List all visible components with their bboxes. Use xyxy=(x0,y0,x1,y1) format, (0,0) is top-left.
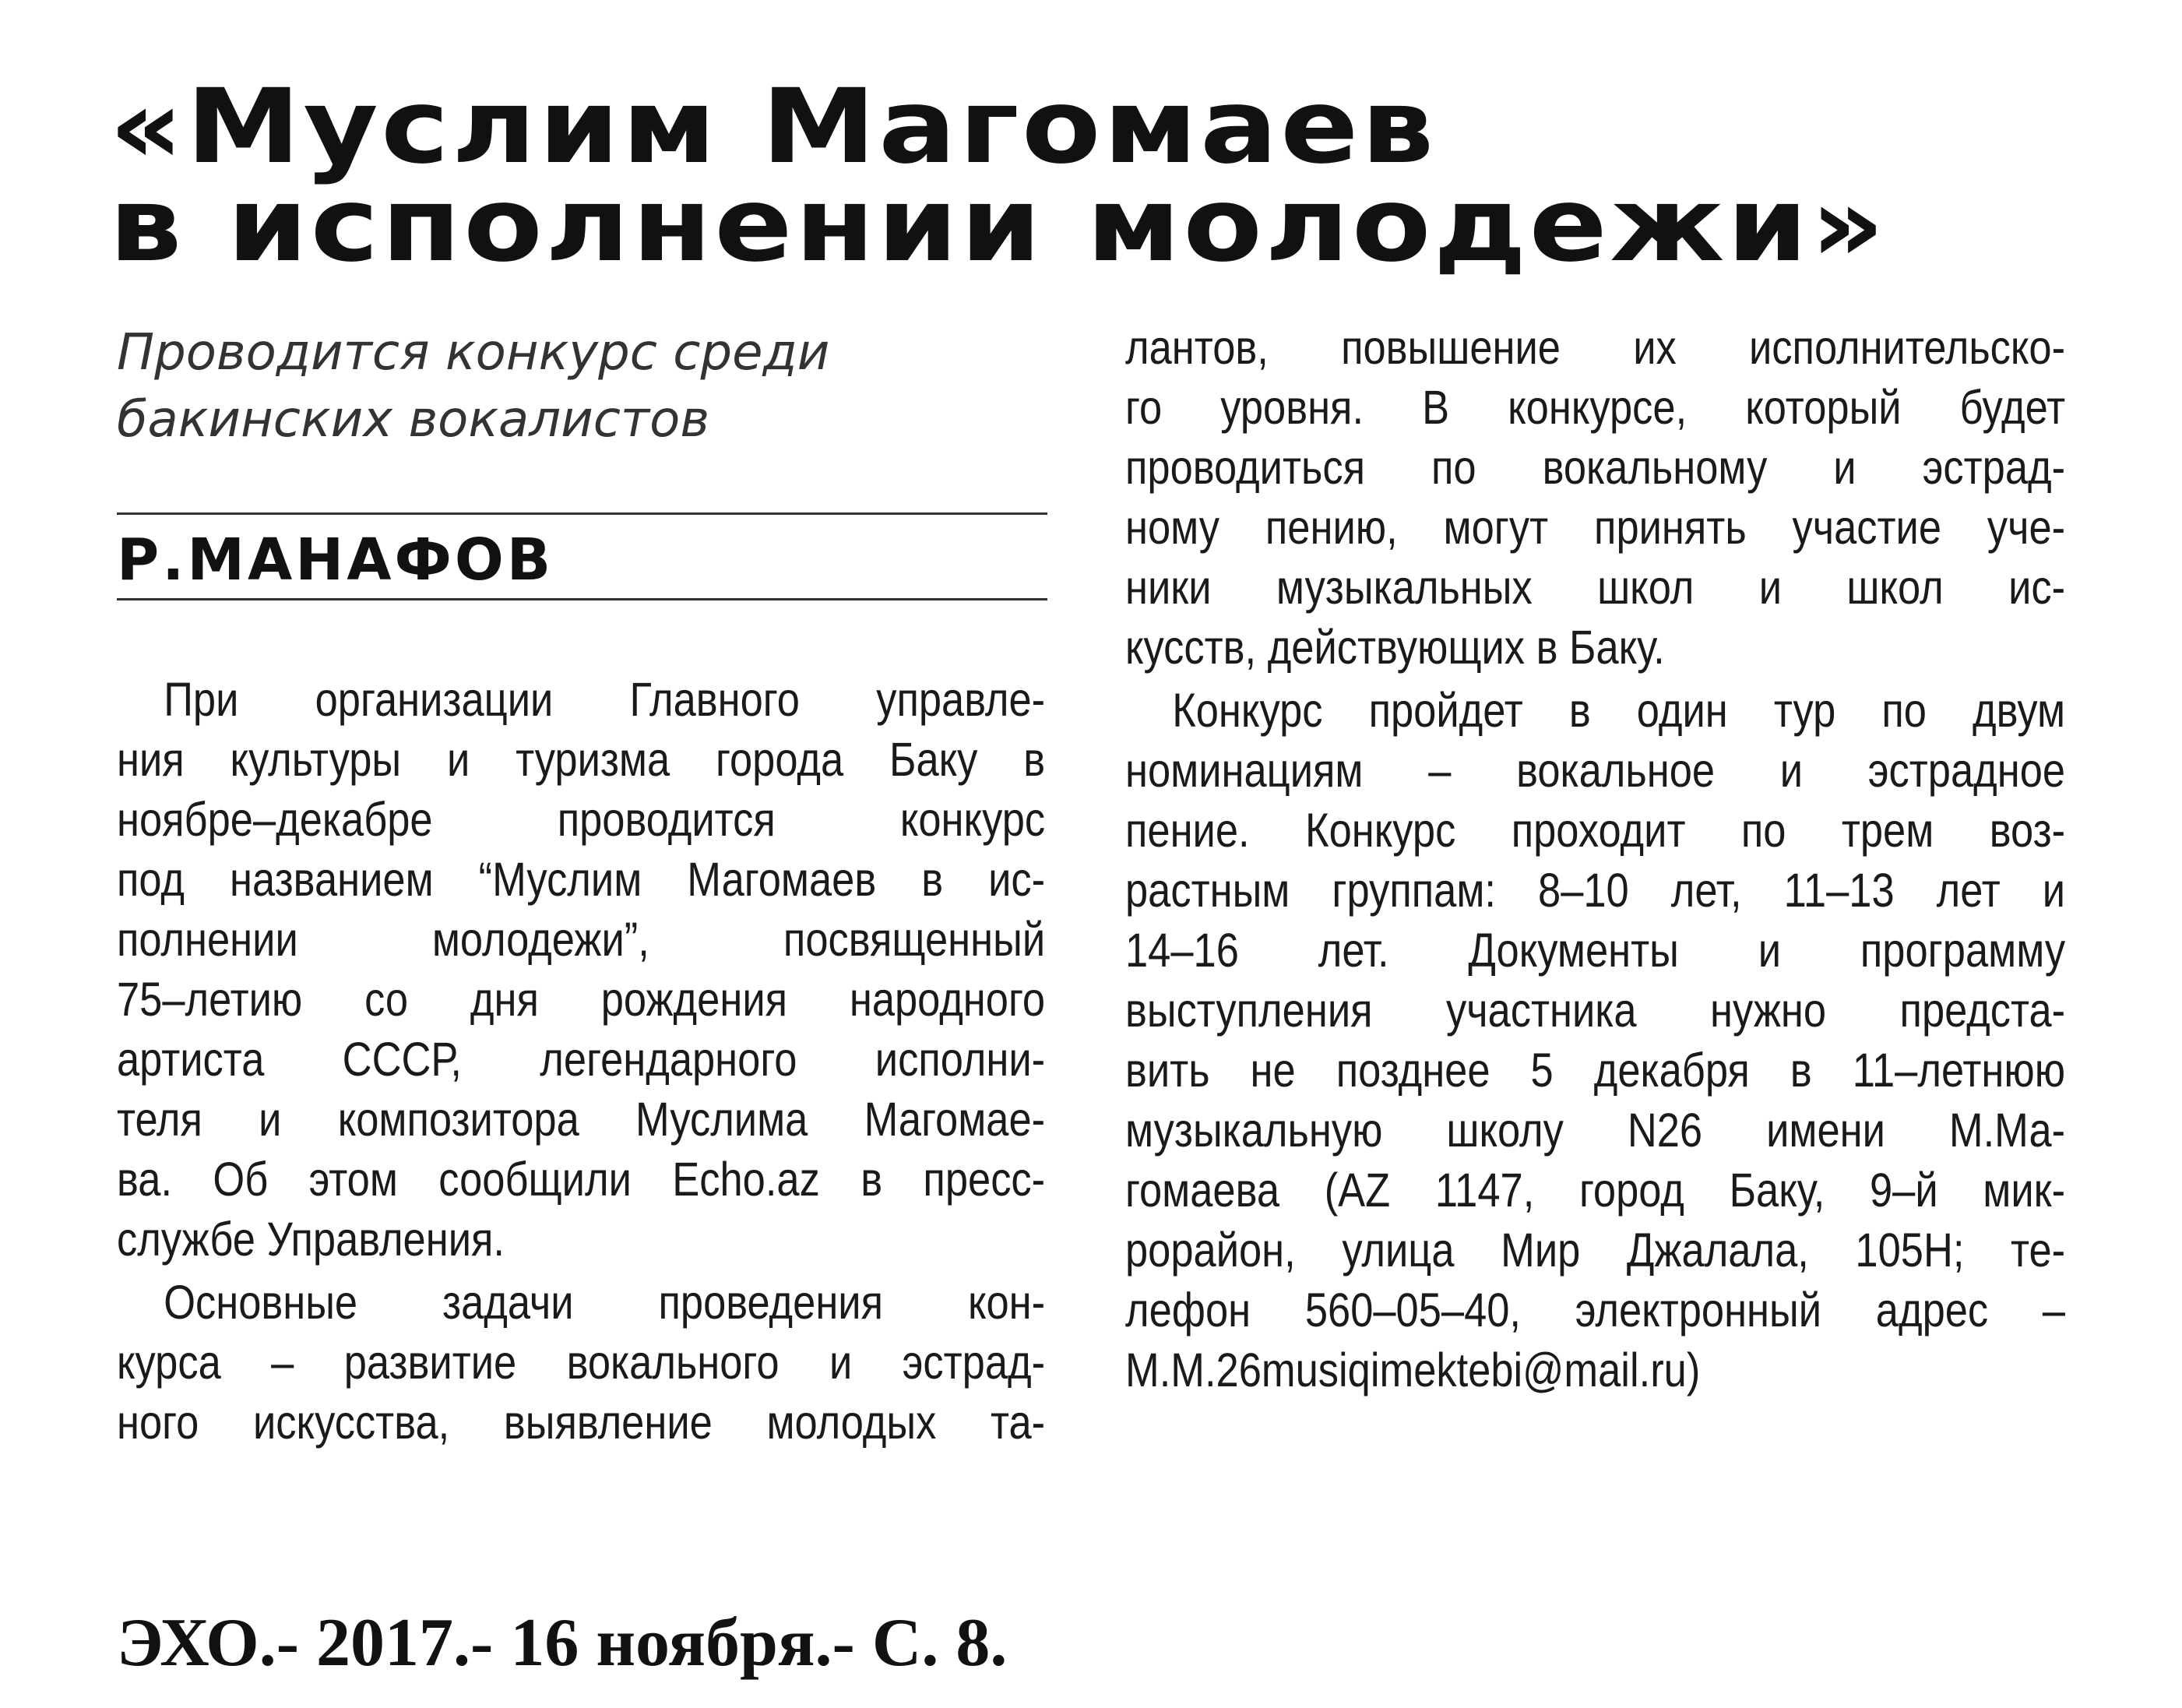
text-line: 14–16 лет. Документы и программу xyxy=(1125,924,2066,977)
text-line: При организации Главного управле- xyxy=(164,673,1046,726)
text-line: службе Управления. xyxy=(117,1213,505,1266)
text-line: ного искусства, выявление молодых та- xyxy=(117,1396,1046,1449)
text-line: лефон 560–05–40, электронный адрес – xyxy=(1125,1284,2066,1336)
byline-bottom-divider xyxy=(117,598,1047,600)
headline-line-1: «Муслим Магомаев xyxy=(109,67,1437,187)
text-line: теля и композитора Муслима Магомае- xyxy=(117,1093,1046,1146)
text-line: ному пению, могут принять участие уче- xyxy=(1125,501,2066,554)
article-column-right xyxy=(1125,318,2068,1400)
text-line: ния культуры и туризма города Баку в xyxy=(117,733,1046,786)
text-line: M.M.26musiqimektebi@mail.ru) xyxy=(1125,1344,1701,1396)
text-line: под названием “Муслим Магомаев в ис- xyxy=(117,853,1046,906)
subhead-line-1: Проводится конкурс среди xyxy=(117,324,830,382)
text-line: пение. Конкурс проходит по трем воз- xyxy=(1125,804,2066,857)
text-line: го уровня. В конкурсе, который будет xyxy=(1125,381,2066,434)
author-byline: Р.МАНАФОВ xyxy=(117,526,554,593)
headline-line-2: в исполнении молодежи» xyxy=(109,165,1888,285)
subhead-line-2: бакинских вокалистов xyxy=(117,391,710,449)
text-line: растным группам: 8–10 лет, 11–13 лет и xyxy=(1125,864,2066,917)
text-line: ва. Об этом сообщили Echo.az в пресс- xyxy=(117,1153,1046,1206)
text-line: артиста СССР, легендарного исполни- xyxy=(117,1033,1046,1086)
text-line: лантов, повышение их исполнительско- xyxy=(1125,321,2066,374)
text-line: Конкурс пройдет в один тур по двум xyxy=(1172,684,2066,737)
text-line: музыкальную школу N26 имени М.Ма- xyxy=(1125,1104,2066,1157)
text-line: кусств, действующих в Баку. xyxy=(1125,621,1665,674)
source-citation: ЭХО.- 2017.- 16 ноября.- С. 8. xyxy=(117,1605,1008,1681)
article-headline xyxy=(109,67,2115,285)
text-line: рорайон, улица Мир Джалала, 105Н; те- xyxy=(1125,1224,2066,1277)
article-subheadline xyxy=(117,319,1051,453)
article-column-left xyxy=(117,670,1047,1453)
text-line: полнении молодежи”, посвященный xyxy=(117,913,1046,966)
byline-top-divider xyxy=(117,512,1047,515)
text-line: выступления участника нужно предста- xyxy=(1125,984,2066,1037)
text-line: ноябре–декабре проводится конкурс xyxy=(117,793,1046,846)
text-line: курса – развитие вокального и эстрад- xyxy=(117,1336,1046,1389)
text-line: 75–летию со дня рождения народного xyxy=(117,973,1046,1026)
text-line: гомаева (AZ 1147, город Баку, 9–й мик- xyxy=(1125,1164,2066,1217)
text-line: проводиться по вокальному и эстрад- xyxy=(1125,441,2066,494)
text-line: ники музыкальных школ и школ ис- xyxy=(1125,561,2066,614)
text-line: Основные задачи проведения кон- xyxy=(164,1276,1046,1329)
text-line: номинациям – вокальное и эстрадное xyxy=(1125,744,2066,797)
text-line: вить не позднее 5 декабря в 11–летнюю xyxy=(1125,1044,2066,1097)
